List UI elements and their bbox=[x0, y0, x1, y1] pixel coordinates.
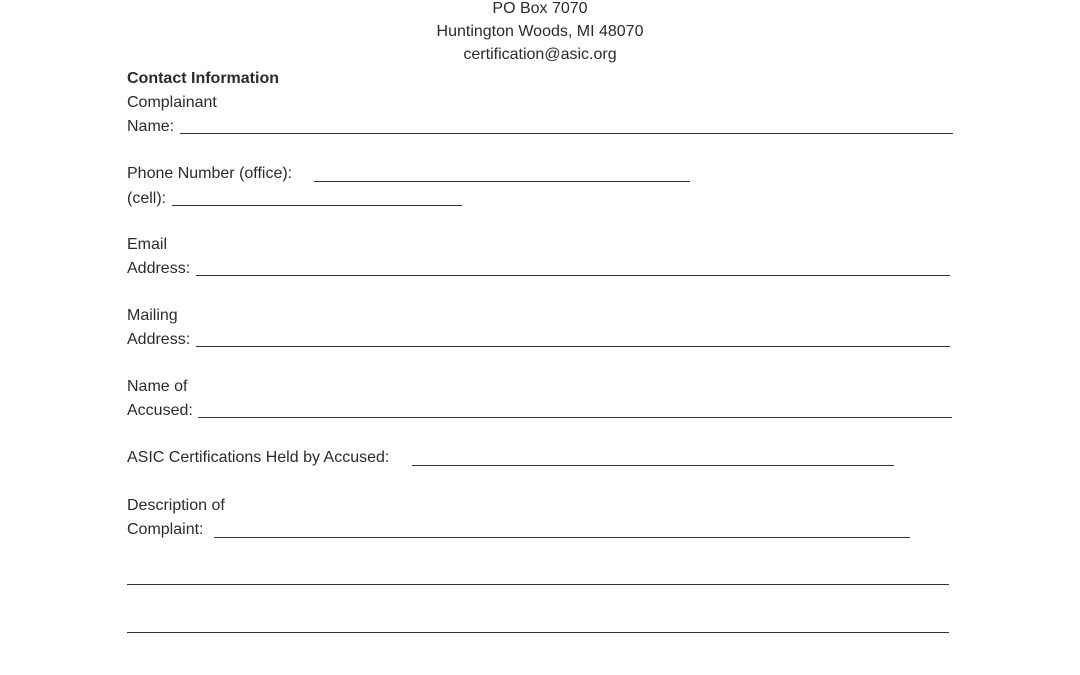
email-address-field[interactable] bbox=[196, 275, 950, 276]
email-label: Email bbox=[127, 236, 168, 253]
mailing-label: Mailing bbox=[127, 307, 178, 324]
complaint-label: Complaint: bbox=[127, 521, 204, 538]
complainant-label: Complainant bbox=[127, 94, 217, 111]
complaint-field-line1[interactable] bbox=[214, 537, 910, 538]
mailing-address-field[interactable] bbox=[196, 346, 950, 347]
complaint-field-line3[interactable] bbox=[127, 632, 949, 633]
description-label: Description of bbox=[127, 497, 225, 514]
phone-cell-label: (cell): bbox=[127, 190, 167, 207]
org-address-line1: PO Box 7070 bbox=[492, 0, 588, 17]
complainant-name-field[interactable] bbox=[180, 133, 953, 134]
phone-office-label: Phone Number (office): bbox=[127, 165, 293, 182]
org-address-line2: Huntington Woods, MI 48070 bbox=[436, 23, 644, 40]
accused-label: Name of bbox=[127, 378, 188, 395]
section-title: Contact Information bbox=[127, 70, 279, 87]
phone-cell-field[interactable] bbox=[172, 205, 462, 206]
certifications-field[interactable] bbox=[412, 465, 894, 466]
email-address-label: Address: bbox=[127, 260, 191, 277]
org-email: certification@asic.org bbox=[463, 46, 617, 63]
phone-office-field[interactable] bbox=[314, 181, 690, 182]
certifications-label: ASIC Certifications Held by Accused: bbox=[127, 449, 390, 466]
complaint-field-line2[interactable] bbox=[127, 584, 949, 585]
mailing-address-label: Address: bbox=[127, 331, 191, 348]
accused-name-label: Accused: bbox=[127, 402, 193, 419]
accused-name-field[interactable] bbox=[198, 417, 952, 418]
complainant-name-label: Name: bbox=[127, 118, 175, 135]
